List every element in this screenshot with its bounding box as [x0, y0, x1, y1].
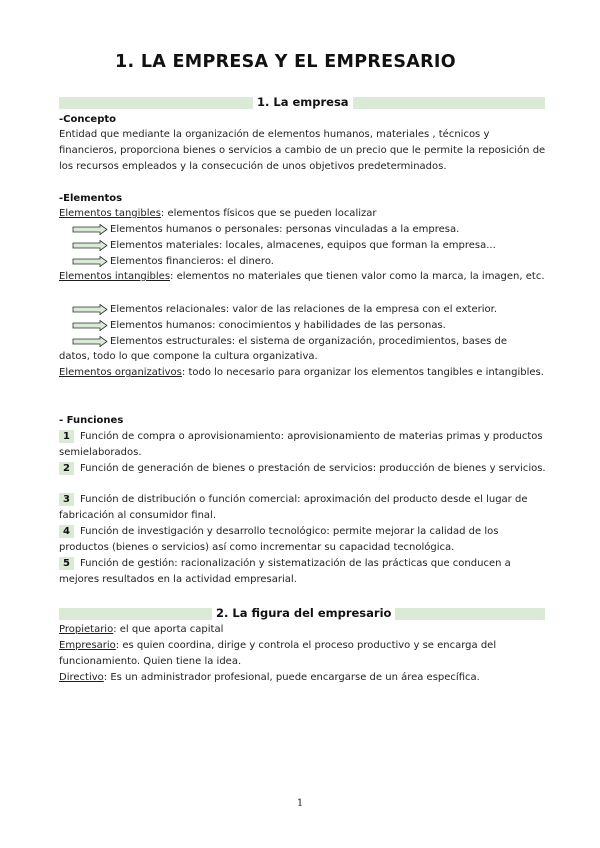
document-title: 1. LA EMPRESA Y EL EMPRESARIO — [115, 52, 456, 72]
intangibles-line — [59, 269, 549, 285]
function-text: Función de generación de bienes o prestación de servicios: producción de bienes y servicios. — [79, 463, 546, 474]
arrow-right-icon — [72, 304, 108, 315]
subheading-elementos: -Elementos — [59, 193, 123, 204]
role-definition: : el que aporta capital — [113, 624, 224, 635]
organizativos-term: Elementos organizativos — [59, 367, 182, 378]
tangibles-line — [59, 206, 549, 222]
function-item — [59, 524, 549, 556]
arrow-right-icon — [72, 320, 108, 331]
tangibles-definition: : elementos físicos que se pueden localizar — [160, 208, 377, 219]
function-number: 2 — [59, 462, 74, 475]
list-item — [72, 302, 552, 318]
list-item — [72, 254, 552, 270]
section-heading-bar — [59, 97, 545, 109]
intangibles-term: Elementos intangibles — [59, 271, 171, 282]
function-text: Función de investigación y desarrollo tecnológico: permite mejorar la calidad de los productos (bienes o servicios) así como incrementar su capacidad tecnológica. — [59, 526, 499, 553]
list-item-text: Elementos relacionales: valor de las relaciones de la empresa con el exterior. — [110, 304, 497, 315]
list-item-text: Elementos humanos: conocimientos y habilidades de las personas. — [110, 320, 446, 331]
subheading-funciones: - Funciones — [59, 415, 124, 426]
role-item — [59, 670, 549, 686]
list-item-continuation: datos, todo lo que compone la cultura organizativa. — [59, 351, 318, 362]
role-term: Propietario — [59, 624, 114, 635]
concepto-paragraph: Entidad que mediante la organización de elementos humanos, materiales , técnicos y financieros, proporciona bienes o servicios a cambio de un precio que le permite la reposición de los recursos empleados y la consecución de unos objetivos predeterminados. — [59, 129, 546, 172]
role-item — [59, 622, 549, 638]
role-definition: : es quien coordina, dirige y controla el proceso productivo y se encarga del funcionamiento. Quien tiene la idea. — [59, 640, 497, 667]
function-text: Función de distribución o función comercial: aproximación del producto desde el lugar de fabricación al consumidor final. — [59, 494, 528, 521]
intangibles-definition: : elementos no materiales que tienen valor como la marca, la imagen, etc. — [170, 271, 545, 282]
list-item-text: Elementos humanos o personales: personas vinculadas a la empresa. — [110, 224, 460, 235]
page-number: 1 — [296, 798, 304, 809]
arrow-right-icon — [72, 256, 108, 267]
function-text: Función de compra o aprovisionamiento: aprovisionamiento de materias primas y productos semielaborados. — [59, 431, 543, 458]
subheading-concepto: -Concepto — [59, 114, 116, 125]
function-number: 3 — [59, 493, 74, 506]
function-item — [59, 429, 549, 461]
organizativos-definition: : todo lo necesario para organizar los elementos tangibles e intangibles. — [181, 367, 544, 378]
function-number: 4 — [59, 525, 74, 538]
list-item-text: Elementos materiales: locales, almacenes, equipos que forman la empresa... — [110, 240, 496, 251]
organizativos-line — [59, 365, 549, 381]
role-definition: : Es un administrador profesional, puede encargarse de un área específica. — [103, 672, 480, 683]
function-number: 5 — [59, 557, 74, 570]
role-term: Empresario — [59, 640, 116, 651]
role-term: Directivo — [59, 672, 104, 683]
list-item-text: Elementos estructurales: el sistema de organización, procedimientos, bases de — [110, 336, 508, 347]
list-item — [72, 222, 552, 238]
section-heading: 2. La figura del empresario — [212, 606, 395, 621]
arrow-right-icon — [72, 336, 108, 347]
list-item — [72, 318, 552, 334]
section-heading-bar — [59, 608, 545, 620]
arrow-right-icon — [72, 224, 108, 235]
function-text: Función de gestión: racionalización y sistematización de las prácticas que conducen a mejores resultados en la actividad empresarial. — [59, 558, 511, 585]
function-number: 1 — [59, 430, 74, 443]
tangibles-term: Elementos tangibles — [59, 208, 161, 219]
list-item — [72, 334, 552, 350]
function-item — [59, 461, 549, 477]
arrow-right-icon — [72, 240, 108, 251]
section-heading: 1. La empresa — [253, 95, 353, 110]
list-item — [72, 238, 552, 254]
function-item — [59, 556, 549, 588]
role-item — [59, 638, 549, 670]
list-item-text: Elementos financieros: el dinero. — [110, 256, 274, 267]
function-item — [59, 492, 549, 524]
